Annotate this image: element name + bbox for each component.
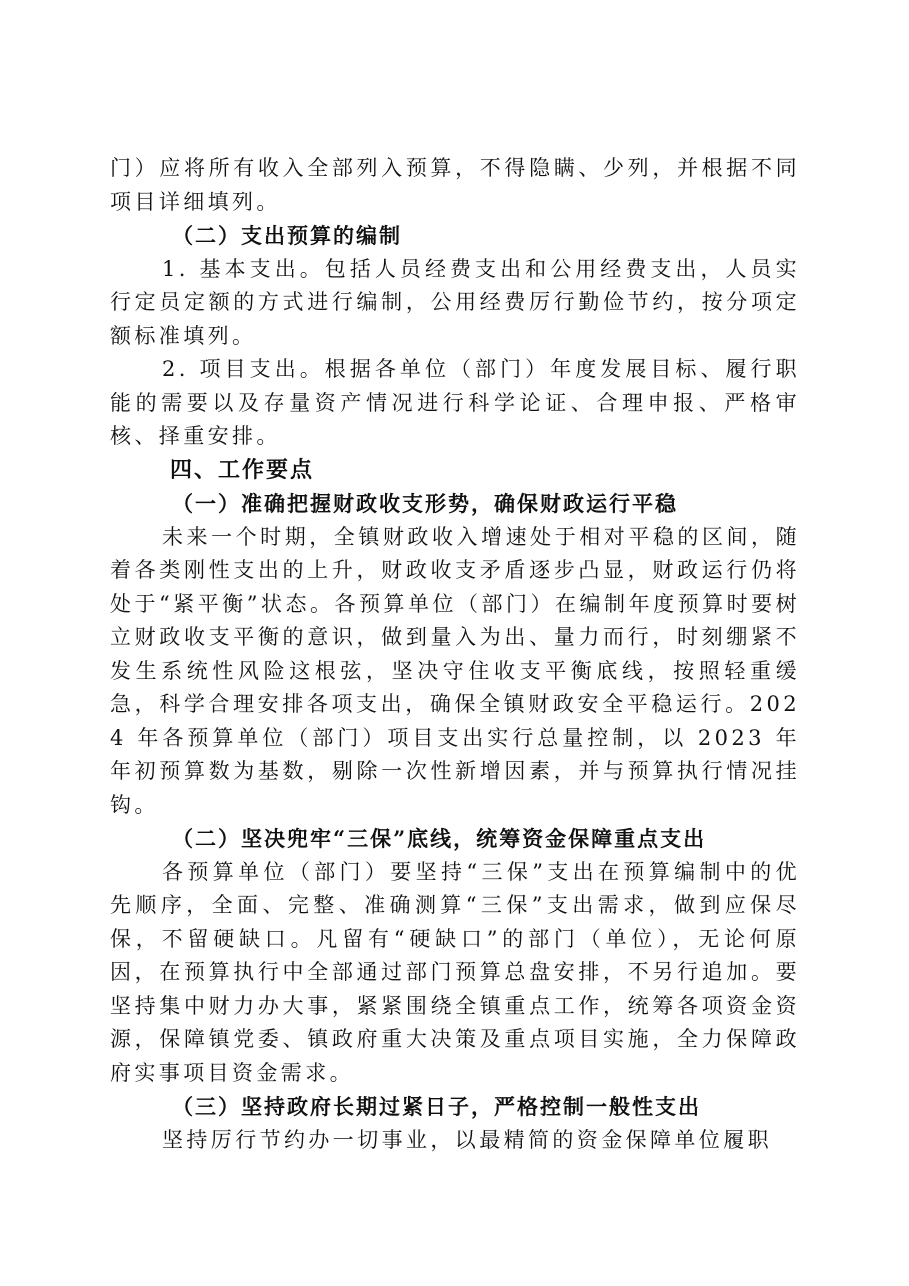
document-body <box>110 152 800 1157</box>
sub-heading-three-guarantees: （二）坚决兜牢“三保”底线，统筹资金保障重点支出 <box>172 826 707 851</box>
section-heading-work-points: 四、工作要点 <box>170 457 315 483</box>
paragraph-fiscal-situation: 未来一个时期，全镇财政收入增速处于相对平稳的区间，随着各类刚性支出的上升，财政收支矛盾逐步凸显，财政运行仍将处于“紧平衡”状态。各预算单位（部门）在编制年度预算时要树立财政收支平衡的意识，做到量入为出、量力而行，时刻绷紧不发生系统性风险这根弦，坚决守住收支平衡底线，按照轻重缓急，科学合理安排各项支出，确保全镇财政安全平稳运行。2024 年各预算单位（部门）项目支出实行总量控制，以 2023 年年初预算数为基数，剔除一次性新增因素，并与预算执行情况挂钩。 <box>110 524 800 817</box>
paragraph-project-expenditure: 2. 项目支出。根据各单位（部门）年度发展目标、履行职能的需要以及存量资产情况进行科学论证、合理申报、严格审核、择重安排。 <box>110 357 800 448</box>
paragraph-three-guarantees: 各预算单位（部门）要坚持“三保”支出在预算编制中的优先顺序，全面、完整、准确测算“三保”支出需求，做到应保尽保，不留硬缺口。凡留有“硬缺口”的部门（单位），无论何原因，在预算执行中全部通过部门预算总盘安排，不另行追加。要坚持集中财力办大事，紧紧围绕全镇重点工作，统筹各项资金资源，保障镇党委、镇政府重大决策及重点项目实施，全力保障政府实事项目资金需求。 <box>110 859 800 1085</box>
sub-heading-expenditure-budget: （二）支出预算的编制 <box>172 223 402 248</box>
sub-heading-fiscal-situation: （一）准确把握财政收支形势，确保财政运行平稳 <box>172 491 678 516</box>
paragraph-tight-budget: 坚持厉行节约办一切事业，以最精简的资金保障单位履职 <box>162 1127 772 1152</box>
paragraph-basic-expenditure: 1. 基本支出。包括人员经费支出和公用经费支出，人员实行定员定额的方式进行编制，公用经费厉行勤俭节约，按分项定额标准填列。 <box>110 256 800 348</box>
sub-heading-tight-budget: （三）坚持政府长期过紧日子，严格控制一般性支出 <box>172 1094 701 1119</box>
paragraph-continuation: 门）应将所有收入全部列入预算，不得隐瞒、少列，并根据不同项目详细填列。 <box>110 156 800 214</box>
